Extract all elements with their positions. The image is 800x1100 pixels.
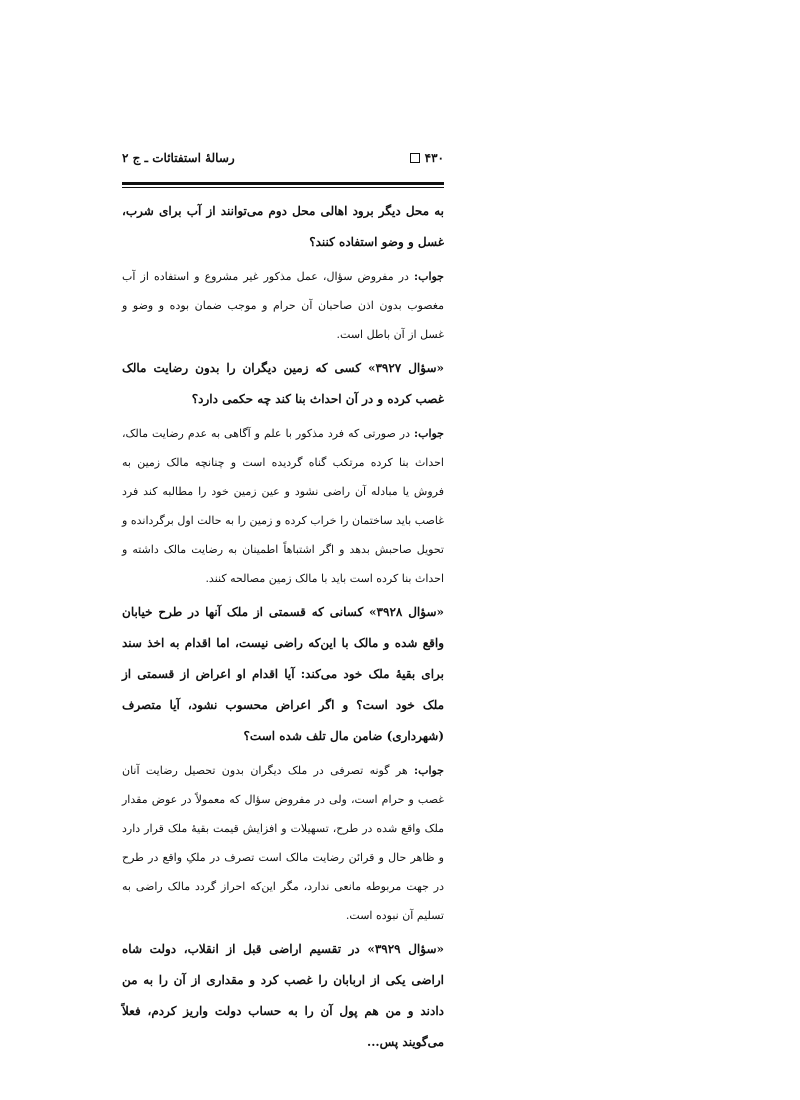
- question-paragraph: [122, 353, 444, 415]
- answer-text: در مفروض سؤال، عمل مذکور غیر مشروع و استفاده از آب مغصوب بدون اذن صاحبان آن حرام و موجب ضمان بوده و وضو و غسل از آن باطل است.: [122, 270, 444, 341]
- question-text: کسی که زمین دیگران را بدون رضایت مالک غصب کرده و در آن احداث بنا کند چه حکمی دارد؟: [122, 361, 444, 406]
- question-text: به محل دیگر برود اهالی محل دوم می‌توانند از آب برای شرب، غسل و وضو استفاده کنند؟: [122, 204, 444, 249]
- question-text: کسانی که قسمتی از ملک آنها در طرح خیابان واقع شده و مالک با این‌که راضی نیست، اما اقدام به اخذ سند برای بقیهٔ ملک خود می‌کند: آیا اقدام او اعراض از قسمتی از ملک خود است؟ و اگر اعراض محسوب نشود، آیا متصرف (شهرداری) ضامن مال تلف شده است؟: [122, 605, 444, 743]
- book-page: [122, 140, 444, 1100]
- answer-paragraph: [122, 419, 444, 593]
- question-paragraph: [122, 196, 444, 258]
- answer-lead: جواب:: [414, 764, 444, 777]
- question-number: «سؤال ۳۹۲۷»: [367, 361, 445, 375]
- answer-paragraph: [122, 262, 444, 349]
- answer-lead: جواب:: [414, 427, 444, 440]
- answer-lead: جواب:: [414, 270, 444, 283]
- header-rule-thin: [122, 187, 444, 188]
- question-number: «سؤال ۳۹۲۹»: [367, 942, 445, 956]
- square-icon: [410, 153, 420, 163]
- question-paragraph: [122, 597, 444, 752]
- running-title: رسالهٔ استفتائات ـ ج ۲: [122, 151, 235, 165]
- header-rule-thick: [122, 182, 444, 185]
- page-number-group: [410, 151, 444, 165]
- question-text: در تقسیم اراضی قبل از انقلاب، دولت شاه اراضی یکی از اربابان را غصب کرد و مقداری از آن را به من دادند و من هم پول آن را به حساب دولت واریز کردم، فعلاً می‌گویند پس...: [122, 942, 444, 1049]
- answer-text: هر گونه تصرفی در ملک دیگران بدون تحصیل رضایت آنان غصب و حرام است، ولی در مفروض سؤال که معمولاً در عوض مقدار ملک واقع شده در طرح، تسهیلات و افزایش قیمت بقیهٔ ملک قرار دارد و ظاهر حال و قرائن رضایت مالک است تصرف در ملکِ واقع در طرح در جهت مربوطه مانعی ندارد، مگر این‌که احراز گردد مالک راضی به تسلیم آن نبوده است.: [122, 764, 444, 922]
- question-paragraph: [122, 934, 444, 1058]
- answer-text: در صورتی که فرد مذکور با علم و آگاهی به عدم رضایت مالک، احداث بنا کرده مرتکب گناه گردیده است و چنانچه مالک زمین به فروش یا مبادله آن راضی نشود و عین زمین خود را مطالبه کند فرد غاصب باید ساختمان را خراب کرده و زمین را به حالت اول برگردانده و تحویل صاحبش بدهد و اگر اشتباهاً اطمینان به رضایت مالک داشته و احداث بنا کرده است باید با مالک زمین مصالحه کنند.: [122, 427, 444, 585]
- answer-paragraph: [122, 756, 444, 930]
- question-number: «سؤال ۳۹۲۸»: [369, 605, 444, 619]
- page-number: ۴۳۰: [424, 151, 444, 165]
- page-header: [122, 140, 444, 176]
